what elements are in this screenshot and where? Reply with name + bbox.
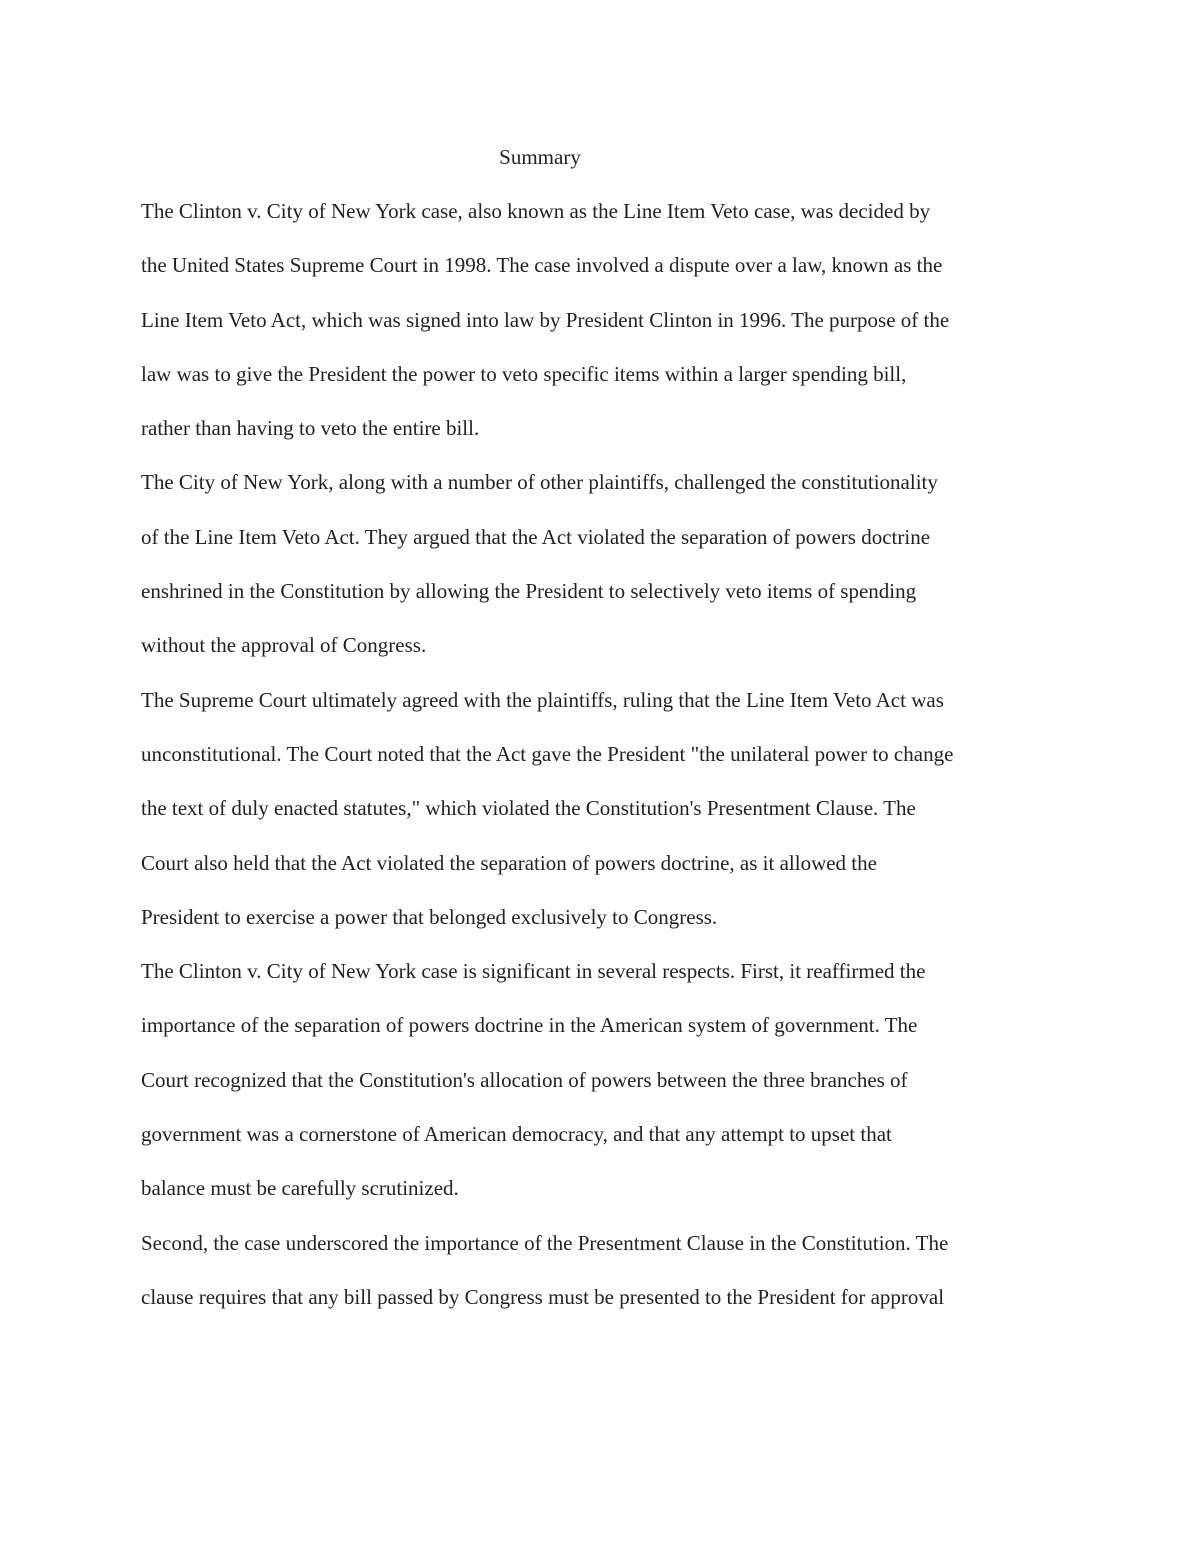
text-line: balance must be carefully scrutinized. — [141, 1176, 459, 1201]
text-line: The City of New York, along with a number of other plaintiffs, challenged the constitutionality — [141, 470, 938, 495]
text-line: of the Line Item Veto Act. They argued that the Act violated the separation of powers doctrine — [141, 524, 931, 549]
text-line: clause requires that any bill passed by Congress must be presented to the President for approval — [141, 1284, 945, 1309]
text-line: the text of duly enacted statutes," which violated the Constitution's Presentment Clause. The — [141, 796, 916, 821]
text-line: government was a cornerstone of American democracy, and that any attempt to upset that — [141, 1122, 892, 1147]
text-line: Second, the case underscored the importance of the Presentment Clause in the Constitution. The — [141, 1230, 949, 1255]
body-text — [141, 196, 1071, 1336]
text-line: The Supreme Court ultimately agreed with the plaintiffs, ruling that the Line Item Veto Act was — [141, 687, 944, 712]
text-line: law was to give the President the power to veto specific items within a larger spending bill, — [141, 361, 907, 386]
text-line: Court recognized that the Constitution's allocation of powers between the three branches of — [141, 1067, 908, 1092]
text-line: importance of the separation of powers doctrine in the American system of government. The — [141, 1013, 918, 1038]
page-title: Summary — [499, 145, 581, 169]
text-line: without the approval of Congress. — [141, 633, 427, 658]
text-line: President to exercise a power that belonged exclusively to Congress. — [141, 904, 718, 929]
text-line: The Clinton v. City of New York case, also known as the Line Item Veto case, was decided by — [141, 199, 931, 223]
text-line: the United States Supreme Court in 1998. The case involved a dispute over a law, known as the — [141, 253, 943, 278]
text-line: Line Item Veto Act, which was signed into law by President Clinton in 1996. The purpose of the — [141, 307, 950, 332]
text-line: The Clinton v. City of New York case is significant in several respects. First, it reaffirmed the — [141, 959, 926, 984]
text-line: unconstitutional. The Court noted that the Act gave the President "the unilateral power to change — [141, 741, 954, 766]
text-line: enshrined in the Constitution by allowing the President to selectively veto items of spending — [141, 579, 917, 604]
text-line: Court also held that the Act violated the separation of powers doctrine, as it allowed the — [141, 850, 877, 875]
text-line: rather than having to veto the entire bill. — [141, 416, 480, 441]
